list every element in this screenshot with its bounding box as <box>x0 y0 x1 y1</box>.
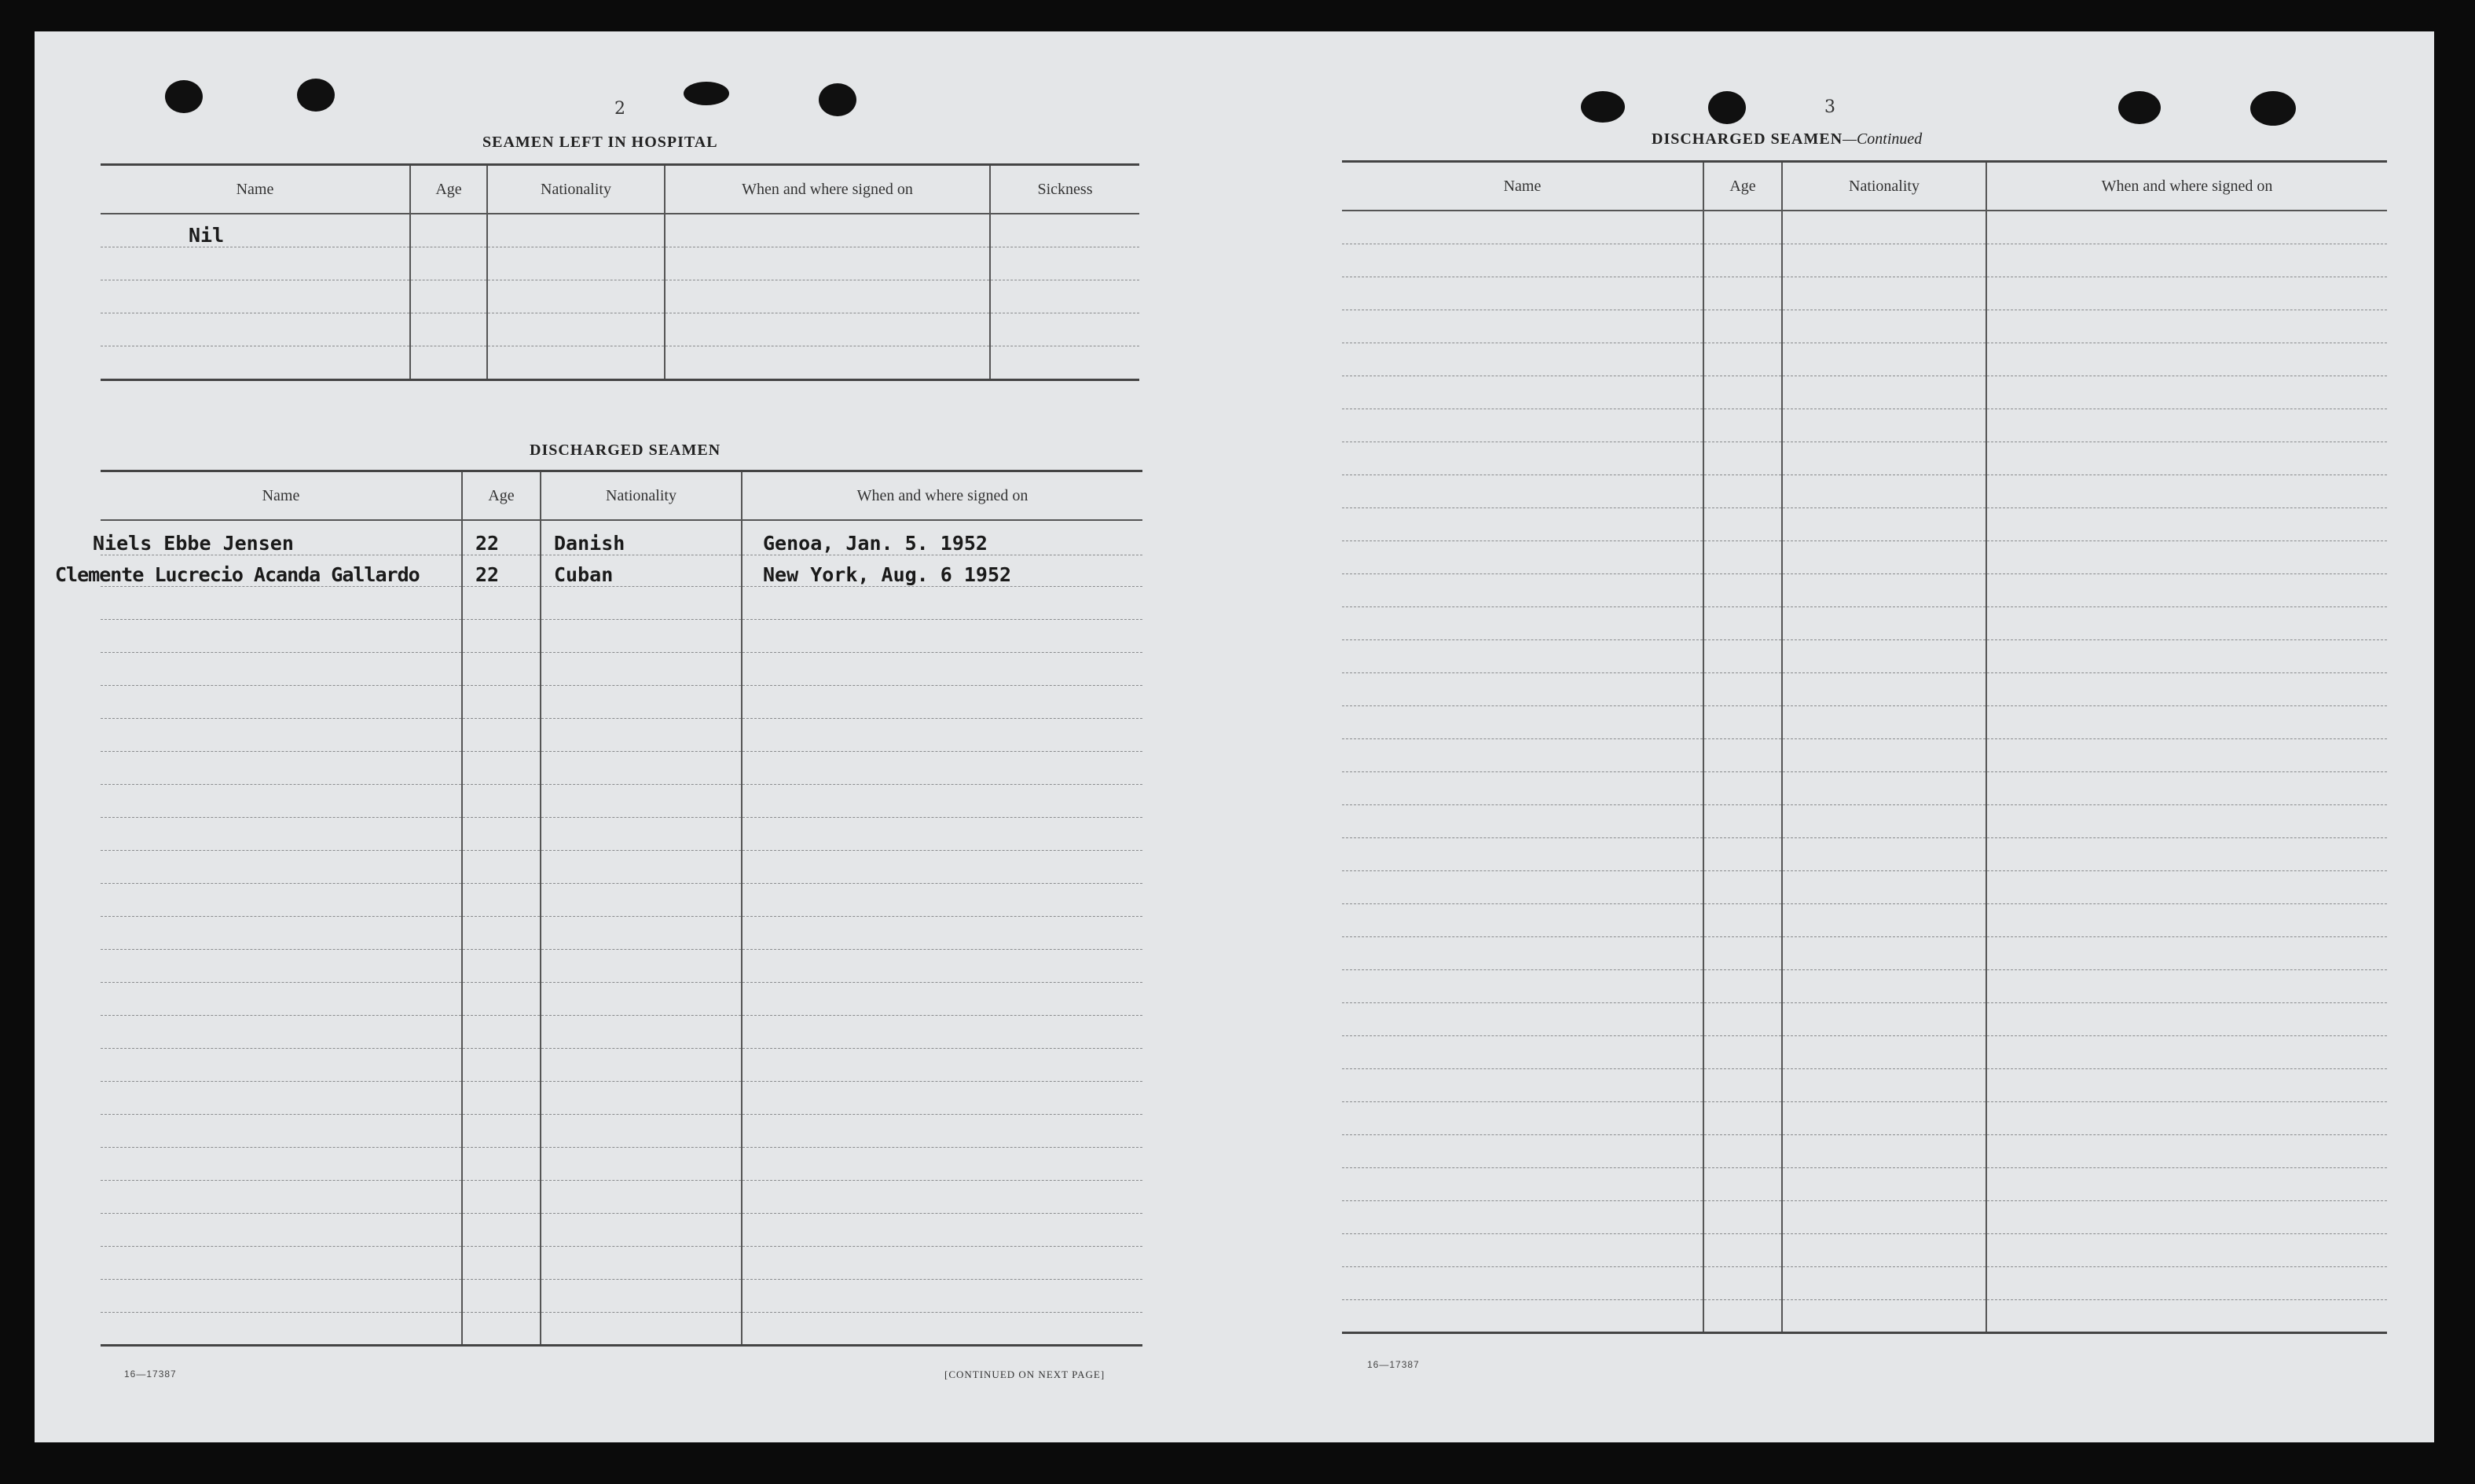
table-row <box>1342 343 2387 376</box>
punch-hole <box>2250 91 2296 126</box>
continued-suffix: —Continued <box>1842 130 1923 148</box>
document-sheet <box>35 31 2434 1442</box>
table-row <box>1342 277 2387 310</box>
table-row <box>1342 903 2387 936</box>
page-number: 3 <box>1824 97 1835 117</box>
table-row <box>101 850 1142 883</box>
table-row <box>101 555 1142 586</box>
hospital-section-title: SEAMEN LEFT IN HOSPITAL <box>482 134 718 151</box>
table-row <box>101 1312 1142 1345</box>
table-row <box>1342 573 2387 606</box>
table-row <box>1342 969 2387 1002</box>
table-row <box>1342 639 2387 672</box>
table-row <box>1342 705 2387 738</box>
discharged-table <box>55 470 1142 1347</box>
page-2 <box>35 31 1213 1442</box>
table-row <box>101 982 1142 1015</box>
table-row <box>1342 1002 2387 1035</box>
column-header-age: Age <box>1703 162 1782 211</box>
table-row <box>1342 771 2387 804</box>
table-row <box>1342 475 2387 507</box>
column-header-age: Age <box>410 165 487 214</box>
seaman-name-text: Niels Ebbe Jensen <box>93 531 294 555</box>
column-header-sickness: Sickness <box>990 165 1139 214</box>
table-row <box>101 1246 1142 1279</box>
table-row <box>101 751 1142 784</box>
table-row <box>101 1081 1142 1114</box>
hospital-entry-text: Nil <box>189 223 225 247</box>
punch-hole <box>1581 91 1625 123</box>
table-row <box>101 280 1139 313</box>
table-row <box>1342 1233 2387 1266</box>
seaman-name <box>55 555 462 586</box>
seaman-name <box>93 520 462 555</box>
discharged-continued-title <box>1652 130 1922 148</box>
punch-hole <box>2118 91 2161 124</box>
column-header-signed-on: When and where signed on <box>742 471 1142 521</box>
page-number: 2 <box>614 99 625 119</box>
table-row <box>1342 738 2387 771</box>
form-code: 16—17387 <box>124 1369 177 1380</box>
table-row <box>1342 1068 2387 1101</box>
table-row <box>1342 244 2387 277</box>
table-row <box>1342 1134 2387 1167</box>
column-header-name: Name <box>101 471 462 521</box>
table-row <box>1342 540 2387 573</box>
form-code: 16—17387 <box>1367 1359 1420 1370</box>
table-row <box>101 916 1142 949</box>
table-row <box>1342 804 2387 837</box>
table-row <box>1342 409 2387 442</box>
column-header-nationality: Nationality <box>1782 162 1986 211</box>
table-header <box>101 471 1142 521</box>
table-row <box>101 718 1142 751</box>
seaman-age: 22 <box>462 520 541 555</box>
table-row <box>101 520 1142 555</box>
discharged-continued-table <box>1342 160 2387 1334</box>
table-row <box>101 1114 1142 1147</box>
column-header-name: Name <box>1342 162 1703 211</box>
column-header-name: Name <box>101 165 410 214</box>
column-header-age: Age <box>462 471 541 521</box>
table-row <box>101 817 1142 850</box>
hospital-table <box>101 163 1139 381</box>
table-row <box>101 586 1142 619</box>
continued-note: [CONTINUED ON NEXT PAGE] <box>944 1369 1106 1380</box>
hospital-entry <box>101 214 410 247</box>
column-header-signed-on: When and where signed on <box>1986 162 2387 211</box>
table-row <box>1342 606 2387 639</box>
seaman-signed-on: New York, Aug. 6 1952 <box>742 555 1142 586</box>
table-row <box>101 949 1142 982</box>
table-row <box>101 1279 1142 1312</box>
table-row <box>101 652 1142 685</box>
seaman-name-text: Clemente Lucrecio Acanda Gallardo <box>55 562 420 586</box>
table-row <box>1342 1299 2387 1332</box>
table-row <box>1342 936 2387 969</box>
punch-hole <box>165 80 203 113</box>
table-row <box>101 214 1139 247</box>
discharged-section-title: DISCHARGED SEAMEN <box>530 442 721 459</box>
table-row <box>101 313 1139 346</box>
table-header <box>1342 162 2387 211</box>
table-row <box>1342 507 2387 540</box>
table-row <box>101 784 1142 817</box>
table-row <box>1342 211 2387 244</box>
column-header-nationality: Nationality <box>487 165 665 214</box>
table-row <box>101 346 1139 379</box>
section-title-text: DISCHARGED SEAMEN <box>1652 130 1843 148</box>
seaman-signed-on: Genoa, Jan. 5. 1952 <box>742 520 1142 555</box>
table-row <box>1342 310 2387 343</box>
table-row <box>101 685 1142 718</box>
table-header <box>101 165 1139 214</box>
table-row <box>101 1015 1142 1048</box>
column-header-nationality: Nationality <box>541 471 742 521</box>
table-row <box>1342 376 2387 409</box>
punch-hole <box>1708 91 1746 124</box>
table-row <box>1342 1101 2387 1134</box>
seaman-nationality: Cuban <box>541 555 742 586</box>
punch-hole <box>297 79 335 112</box>
table-row <box>1342 837 2387 870</box>
table-row <box>1342 1167 2387 1200</box>
table-row <box>101 883 1142 916</box>
table-row <box>1342 1200 2387 1233</box>
table-row <box>101 247 1139 280</box>
table-row <box>1342 1266 2387 1299</box>
table-row <box>101 1147 1142 1180</box>
table-row <box>101 619 1142 652</box>
table-row <box>1342 672 2387 705</box>
punch-hole <box>819 83 856 116</box>
page-3 <box>1292 31 2434 1442</box>
column-header-signed-on: When and where signed on <box>665 165 990 214</box>
table-row <box>1342 1035 2387 1068</box>
seaman-nationality: Danish <box>541 520 742 555</box>
table-row <box>101 1213 1142 1246</box>
table-row <box>101 1048 1142 1081</box>
table-row <box>101 1180 1142 1213</box>
table-row <box>1342 870 2387 903</box>
punch-hole <box>684 82 729 105</box>
table-row <box>1342 442 2387 475</box>
seaman-age: 22 <box>462 555 541 586</box>
